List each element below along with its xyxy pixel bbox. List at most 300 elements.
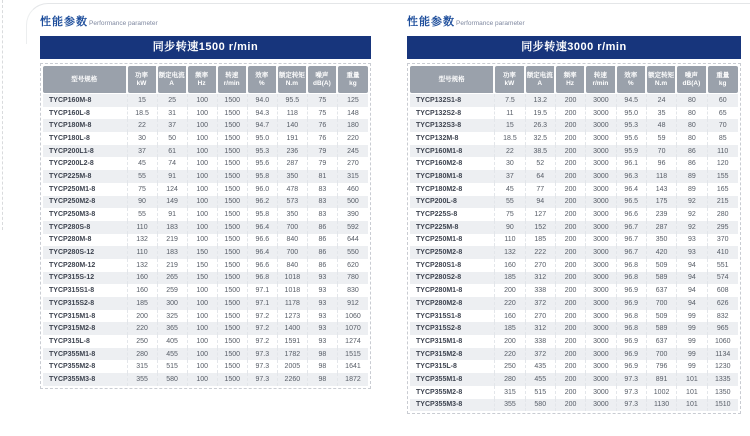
value-cell: 150 xyxy=(188,259,218,272)
value-cell: 637 xyxy=(647,284,677,297)
value-cell: 780 xyxy=(347,274,359,282)
value-cell: 215 xyxy=(716,198,729,206)
value-cell: 832 xyxy=(716,312,729,320)
value-cell: 70 xyxy=(647,145,677,158)
value-cell: 95.6 xyxy=(248,157,278,170)
value-cell: 37 xyxy=(128,145,158,158)
value-cell: 100 xyxy=(188,170,218,183)
value-cell: 143 xyxy=(647,183,677,196)
value-cell: 3000 xyxy=(586,94,616,107)
value-cell: 132 xyxy=(128,259,158,272)
value-cell: 97.1 xyxy=(248,284,278,297)
model-cell: TYCP315M1-8 xyxy=(410,335,495,348)
value-cell: 3000 xyxy=(586,196,616,209)
model-cell: TYCP280S1-8 xyxy=(410,259,495,272)
value-cell: 96 xyxy=(647,157,677,170)
model-cell: TYCP280M2-8 xyxy=(410,297,495,310)
value-cell: 200 xyxy=(556,284,586,297)
table-row xyxy=(43,107,368,120)
model-cell: TYCP250M3-8 xyxy=(43,208,128,221)
value-cell: 270 xyxy=(526,259,556,272)
table-row xyxy=(43,259,368,272)
column-header-nm: 额定转矩 N.m xyxy=(647,66,677,93)
value-cell: 89 xyxy=(677,170,707,183)
model-cell: TYCP225S-8 xyxy=(410,208,495,221)
value-cell: 270 xyxy=(526,310,556,323)
value-cell: 97.3 xyxy=(617,386,647,399)
value-cell: 35 xyxy=(647,107,677,120)
table-row xyxy=(410,234,738,247)
value-cell: 64 xyxy=(526,170,556,183)
value-cell: 250 xyxy=(495,360,525,373)
value-cell: 100 xyxy=(188,132,218,145)
value-cell: 515 xyxy=(526,386,556,399)
value-cell: 1500 xyxy=(218,246,248,259)
value-cell: 83 xyxy=(308,208,338,221)
value-cell: 338 xyxy=(526,284,556,297)
model-cell: TYCP132M-8 xyxy=(410,132,495,145)
value-cell: 1070 xyxy=(345,325,361,333)
value-cell: 93 xyxy=(308,297,338,310)
value-cell: 91 xyxy=(158,208,188,221)
value-cell: 37 xyxy=(495,170,525,183)
value-cell: 3000 xyxy=(586,132,616,145)
value-cell: 500 xyxy=(347,198,359,206)
model-cell: TYCP355M1-8 xyxy=(43,348,128,361)
value-cell: 101 xyxy=(677,399,707,412)
table-row xyxy=(410,246,738,259)
value-cell: 219 xyxy=(158,259,188,272)
value-cell: 410 xyxy=(716,249,729,257)
value-cell: 912 xyxy=(347,299,359,307)
value-cell: 83 xyxy=(308,183,338,196)
value-cell: 1500 xyxy=(218,335,248,348)
value-cell: 99 xyxy=(677,348,707,361)
value-cell: 1500 xyxy=(218,322,248,335)
value-cell: 589 xyxy=(647,322,677,335)
value-cell: 90 xyxy=(495,221,525,234)
value-cell: 96.9 xyxy=(617,348,647,361)
value-cell: 239 xyxy=(647,208,677,221)
model-cell: TYCP315S1-8 xyxy=(410,310,495,323)
value-cell: 3000 xyxy=(586,234,616,247)
value-cell: 312 xyxy=(526,322,556,335)
value-cell: 200 xyxy=(556,246,586,259)
value-cell: 626 xyxy=(716,299,729,307)
value-cell: 1641 xyxy=(345,363,361,371)
value-cell: 110 xyxy=(128,246,158,259)
value-cell: 1591 xyxy=(278,335,308,348)
column-header-rmin: 转速 r/min xyxy=(586,66,616,93)
section-title-en: Performance parameter xyxy=(456,20,525,27)
value-cell: 830 xyxy=(347,287,359,295)
model-cell: TYCP160M-8 xyxy=(43,94,128,107)
value-cell: 96.7 xyxy=(617,246,647,259)
value-cell: 15 xyxy=(128,94,158,107)
value-cell: 287 xyxy=(647,221,677,234)
value-cell: 220 xyxy=(495,297,525,310)
value-cell: 965 xyxy=(716,325,729,333)
value-cell: 372 xyxy=(526,348,556,361)
value-cell: 83 xyxy=(308,196,338,209)
value-cell: 30 xyxy=(495,157,525,170)
value-cell: 1782 xyxy=(278,348,308,361)
value-cell: 110 xyxy=(128,221,158,234)
table-row xyxy=(43,272,368,285)
value-cell: 3000 xyxy=(586,170,616,183)
value-cell: 200 xyxy=(556,360,586,373)
value-cell: 580 xyxy=(158,373,188,386)
value-cell: 574 xyxy=(716,274,729,282)
value-cell: 95.9 xyxy=(617,145,647,158)
model-cell: TYCP315S1-8 xyxy=(43,284,128,297)
value-cell: 95.3 xyxy=(617,119,647,132)
table-row xyxy=(43,221,368,234)
value-cell: 37 xyxy=(158,119,188,132)
value-cell: 150 xyxy=(188,272,218,285)
value-cell: 152 xyxy=(526,221,556,234)
table-row xyxy=(43,373,368,386)
value-cell: 140 xyxy=(278,119,308,132)
value-cell: 99 xyxy=(677,322,707,335)
value-cell: 2260 xyxy=(278,373,308,386)
value-cell: 52 xyxy=(526,157,556,170)
value-cell: 245 xyxy=(347,147,359,155)
model-cell: TYCP315S2-8 xyxy=(43,297,128,310)
value-cell: 295 xyxy=(716,223,729,231)
value-cell: 160 xyxy=(128,284,158,297)
value-cell: 350 xyxy=(647,234,677,247)
value-cell: 100 xyxy=(188,373,218,386)
value-cell: 3000 xyxy=(586,221,616,234)
value-cell: 200 xyxy=(556,234,586,247)
value-cell: 124 xyxy=(158,183,188,196)
value-cell: 435 xyxy=(526,360,556,373)
table-row xyxy=(410,145,738,158)
table-row xyxy=(410,170,738,183)
model-cell: TYCP200L-8 xyxy=(410,196,495,209)
value-cell: 185 xyxy=(495,322,525,335)
value-cell: 3000 xyxy=(586,322,616,335)
value-cell: 100 xyxy=(188,322,218,335)
value-cell: 100 xyxy=(188,119,218,132)
value-cell: 80 xyxy=(677,132,707,145)
value-cell: 1500 xyxy=(218,196,248,209)
value-cell: 355 xyxy=(495,399,525,412)
value-cell: 160 xyxy=(495,259,525,272)
value-cell: 89 xyxy=(677,183,707,196)
value-cell: 97.1 xyxy=(248,297,278,310)
value-cell: 1500 xyxy=(218,259,248,272)
value-cell: 589 xyxy=(647,272,677,285)
value-cell: 370 xyxy=(716,236,729,244)
model-cell: TYCP250M2-8 xyxy=(410,246,495,259)
value-cell: 200 xyxy=(556,310,586,323)
value-cell: 1178 xyxy=(278,297,308,310)
table-row xyxy=(43,208,368,221)
model-cell: TYCP315M2-8 xyxy=(43,322,128,335)
value-cell: 155 xyxy=(716,172,729,180)
value-cell: 96.9 xyxy=(617,297,647,310)
value-cell: 700 xyxy=(647,348,677,361)
value-cell: 93 xyxy=(308,310,338,323)
value-cell: 98 xyxy=(308,373,338,386)
value-cell: 95.5 xyxy=(278,94,308,107)
value-cell: 96.4 xyxy=(248,221,278,234)
value-cell: 3000 xyxy=(586,246,616,259)
value-cell: 11 xyxy=(495,107,525,120)
value-cell: 96.0 xyxy=(248,183,278,196)
table-row xyxy=(410,335,738,348)
value-cell: 96.9 xyxy=(617,284,647,297)
table-row xyxy=(43,234,368,247)
value-cell: 94.0 xyxy=(248,94,278,107)
value-cell: 93 xyxy=(308,335,338,348)
model-cell: TYCP355M2-8 xyxy=(410,386,495,399)
value-cell: 644 xyxy=(347,236,359,244)
value-cell: 79 xyxy=(308,157,338,170)
value-cell: 95.3 xyxy=(248,145,278,158)
value-cell: 200 xyxy=(556,107,586,120)
value-cell: 3000 xyxy=(586,272,616,285)
value-cell: 125 xyxy=(347,96,359,104)
value-cell: 75 xyxy=(128,183,158,196)
model-cell: TYCP315L-8 xyxy=(410,360,495,373)
model-cell: TYCP280S-8 xyxy=(43,221,128,234)
value-cell: 185 xyxy=(526,234,556,247)
value-cell: 455 xyxy=(526,373,556,386)
table-body xyxy=(43,94,368,386)
value-cell: 94 xyxy=(677,297,707,310)
value-cell: 312 xyxy=(526,272,556,285)
table-row xyxy=(410,132,738,145)
value-cell: 183 xyxy=(158,246,188,259)
value-cell: 86 xyxy=(308,246,338,259)
value-cell: 200 xyxy=(556,170,586,183)
value-cell: 132 xyxy=(128,234,158,247)
value-cell: 1500 xyxy=(218,183,248,196)
section-title-en: Performance parameter xyxy=(89,20,158,27)
value-cell: 1500 xyxy=(218,297,248,310)
table-row xyxy=(410,94,738,107)
value-cell: 45 xyxy=(128,157,158,170)
value-cell: 100 xyxy=(188,284,218,297)
value-cell: 200 xyxy=(556,132,586,145)
value-cell: 3000 xyxy=(586,145,616,158)
value-cell: 1500 xyxy=(218,107,248,120)
value-cell: 96.6 xyxy=(248,259,278,272)
spec-table-3000 xyxy=(407,63,741,414)
table-row xyxy=(410,386,738,399)
value-cell: 200 xyxy=(556,386,586,399)
value-cell: 1500 xyxy=(218,310,248,323)
value-cell: 86 xyxy=(677,145,707,158)
value-cell: 15 xyxy=(495,119,525,132)
value-cell: 185 xyxy=(495,272,525,285)
column-header-kw: 功率 kW xyxy=(128,66,158,93)
value-cell: 315 xyxy=(347,172,359,180)
value-cell: 175 xyxy=(647,196,677,209)
value-cell: 96.8 xyxy=(617,322,647,335)
value-cell: 96.2 xyxy=(248,196,278,209)
value-cell: 265 xyxy=(158,272,188,285)
value-cell: 200 xyxy=(556,373,586,386)
table-header-row xyxy=(410,66,738,93)
value-cell: 18.5 xyxy=(495,132,525,145)
value-cell: 149 xyxy=(158,196,188,209)
model-cell: TYCP280M1-8 xyxy=(410,284,495,297)
value-cell: 840 xyxy=(278,259,308,272)
value-cell: 1500 xyxy=(218,284,248,297)
value-cell: 96.8 xyxy=(617,272,647,285)
value-cell: 92 xyxy=(677,196,707,209)
value-cell: 22 xyxy=(128,119,158,132)
value-cell: 700 xyxy=(647,297,677,310)
value-cell: 338 xyxy=(526,335,556,348)
value-cell: 1872 xyxy=(345,375,361,383)
value-cell: 45 xyxy=(495,183,525,196)
value-cell: 70 xyxy=(718,122,727,130)
table-row xyxy=(410,259,738,272)
value-cell: 1060 xyxy=(345,312,361,320)
value-cell: 460 xyxy=(347,185,359,193)
value-cell: 96.3 xyxy=(617,170,647,183)
value-cell: 100 xyxy=(188,157,218,170)
value-cell: 1500 xyxy=(218,157,248,170)
model-cell: TYCP132S1-8 xyxy=(410,94,495,107)
value-cell: 96.7 xyxy=(617,221,647,234)
value-cell: 551 xyxy=(716,261,729,269)
value-cell: 96.1 xyxy=(617,157,647,170)
value-cell: 97.3 xyxy=(248,360,278,373)
value-cell: 200 xyxy=(556,259,586,272)
value-cell: 94.3 xyxy=(248,107,278,120)
value-cell: 200 xyxy=(556,335,586,348)
value-cell: 200 xyxy=(556,221,586,234)
value-cell: 86 xyxy=(308,234,338,247)
value-cell: 100 xyxy=(188,297,218,310)
model-cell: TYCP250M1-8 xyxy=(43,183,128,196)
value-cell: 580 xyxy=(526,399,556,412)
value-cell: 200 xyxy=(556,157,586,170)
value-cell: 550 xyxy=(347,249,359,257)
speed-banner-3000: 同步转速3000 r/min xyxy=(407,36,741,59)
value-cell: 315 xyxy=(495,386,525,399)
model-cell: TYCP160M2-8 xyxy=(410,157,495,170)
value-cell: 592 xyxy=(347,223,359,231)
value-cell: 76 xyxy=(308,132,338,145)
table-row xyxy=(410,196,738,209)
table-row xyxy=(43,284,368,297)
table-row xyxy=(43,196,368,209)
value-cell: 101 xyxy=(677,386,707,399)
model-cell: TYCP250M1-8 xyxy=(410,234,495,247)
value-cell: 3000 xyxy=(586,348,616,361)
table-row xyxy=(43,360,368,373)
section-title-cn: 性能参数 xyxy=(407,16,455,28)
table-row xyxy=(43,183,368,196)
table-row xyxy=(43,297,368,310)
value-cell: 93 xyxy=(308,272,338,285)
value-cell: 92 xyxy=(677,221,707,234)
value-cell: 280 xyxy=(495,373,525,386)
value-cell: 220 xyxy=(128,322,158,335)
value-cell: 60 xyxy=(718,96,727,104)
value-cell: 515 xyxy=(158,360,188,373)
value-cell: 96.4 xyxy=(248,246,278,259)
value-cell: 19.5 xyxy=(526,107,556,120)
column-header-dba: 噪声 dB(A) xyxy=(308,66,338,93)
value-cell: 1500 xyxy=(218,119,248,132)
value-cell: 80 xyxy=(677,119,707,132)
value-cell: 3000 xyxy=(586,386,616,399)
value-cell: 59 xyxy=(647,132,677,145)
value-cell: 55 xyxy=(128,170,158,183)
value-cell: 38.5 xyxy=(526,145,556,158)
value-cell: 30 xyxy=(128,132,158,145)
value-cell: 1134 xyxy=(715,350,731,358)
model-cell: TYCP160L-8 xyxy=(43,107,128,120)
section-title-cn: 性能参数 xyxy=(40,16,88,28)
value-cell: 200 xyxy=(556,119,586,132)
value-cell: 250 xyxy=(128,335,158,348)
value-cell: 79 xyxy=(308,145,338,158)
model-cell: TYCP355M3-8 xyxy=(43,373,128,386)
value-cell: 3000 xyxy=(586,183,616,196)
value-cell: 95.0 xyxy=(248,132,278,145)
value-cell: 26.3 xyxy=(526,119,556,132)
value-cell: 100 xyxy=(188,196,218,209)
value-cell: 1018 xyxy=(278,284,308,297)
value-cell: 3000 xyxy=(586,208,616,221)
value-cell: 97.3 xyxy=(617,373,647,386)
model-cell: TYCP180M-8 xyxy=(43,119,128,132)
value-cell: 75 xyxy=(495,208,525,221)
value-cell: 200 xyxy=(556,196,586,209)
value-cell: 236 xyxy=(278,145,308,158)
model-cell: TYCP315L-8 xyxy=(43,335,128,348)
value-cell: 1335 xyxy=(714,375,731,383)
value-cell: 270 xyxy=(347,160,359,168)
table-row xyxy=(410,297,738,310)
performance-section-1500rpm xyxy=(40,12,371,389)
value-cell: 95.0 xyxy=(617,107,647,120)
value-cell: 148 xyxy=(347,109,359,117)
value-cell: 315 xyxy=(128,360,158,373)
table-row xyxy=(410,157,738,170)
value-cell: 100 xyxy=(188,208,218,221)
spec-table-1500 xyxy=(40,63,371,389)
table-row xyxy=(43,145,368,158)
value-cell: 3000 xyxy=(586,107,616,120)
value-cell: 1500 xyxy=(218,170,248,183)
value-cell: 1510 xyxy=(714,401,731,409)
value-cell: 81 xyxy=(308,170,338,183)
value-cell: 200 xyxy=(128,310,158,323)
value-cell: 191 xyxy=(278,132,308,145)
section-title xyxy=(40,12,371,30)
column-header-kg: 重量 kg xyxy=(338,66,368,93)
value-cell: 96.9 xyxy=(617,360,647,373)
value-cell: 200 xyxy=(556,272,586,285)
value-cell: 796 xyxy=(647,360,677,373)
table-row xyxy=(410,322,738,335)
table-row xyxy=(410,208,738,221)
value-cell: 200 xyxy=(556,399,586,412)
value-cell: 3000 xyxy=(586,259,616,272)
value-cell: 1500 xyxy=(218,208,248,221)
value-cell: 185 xyxy=(128,297,158,310)
